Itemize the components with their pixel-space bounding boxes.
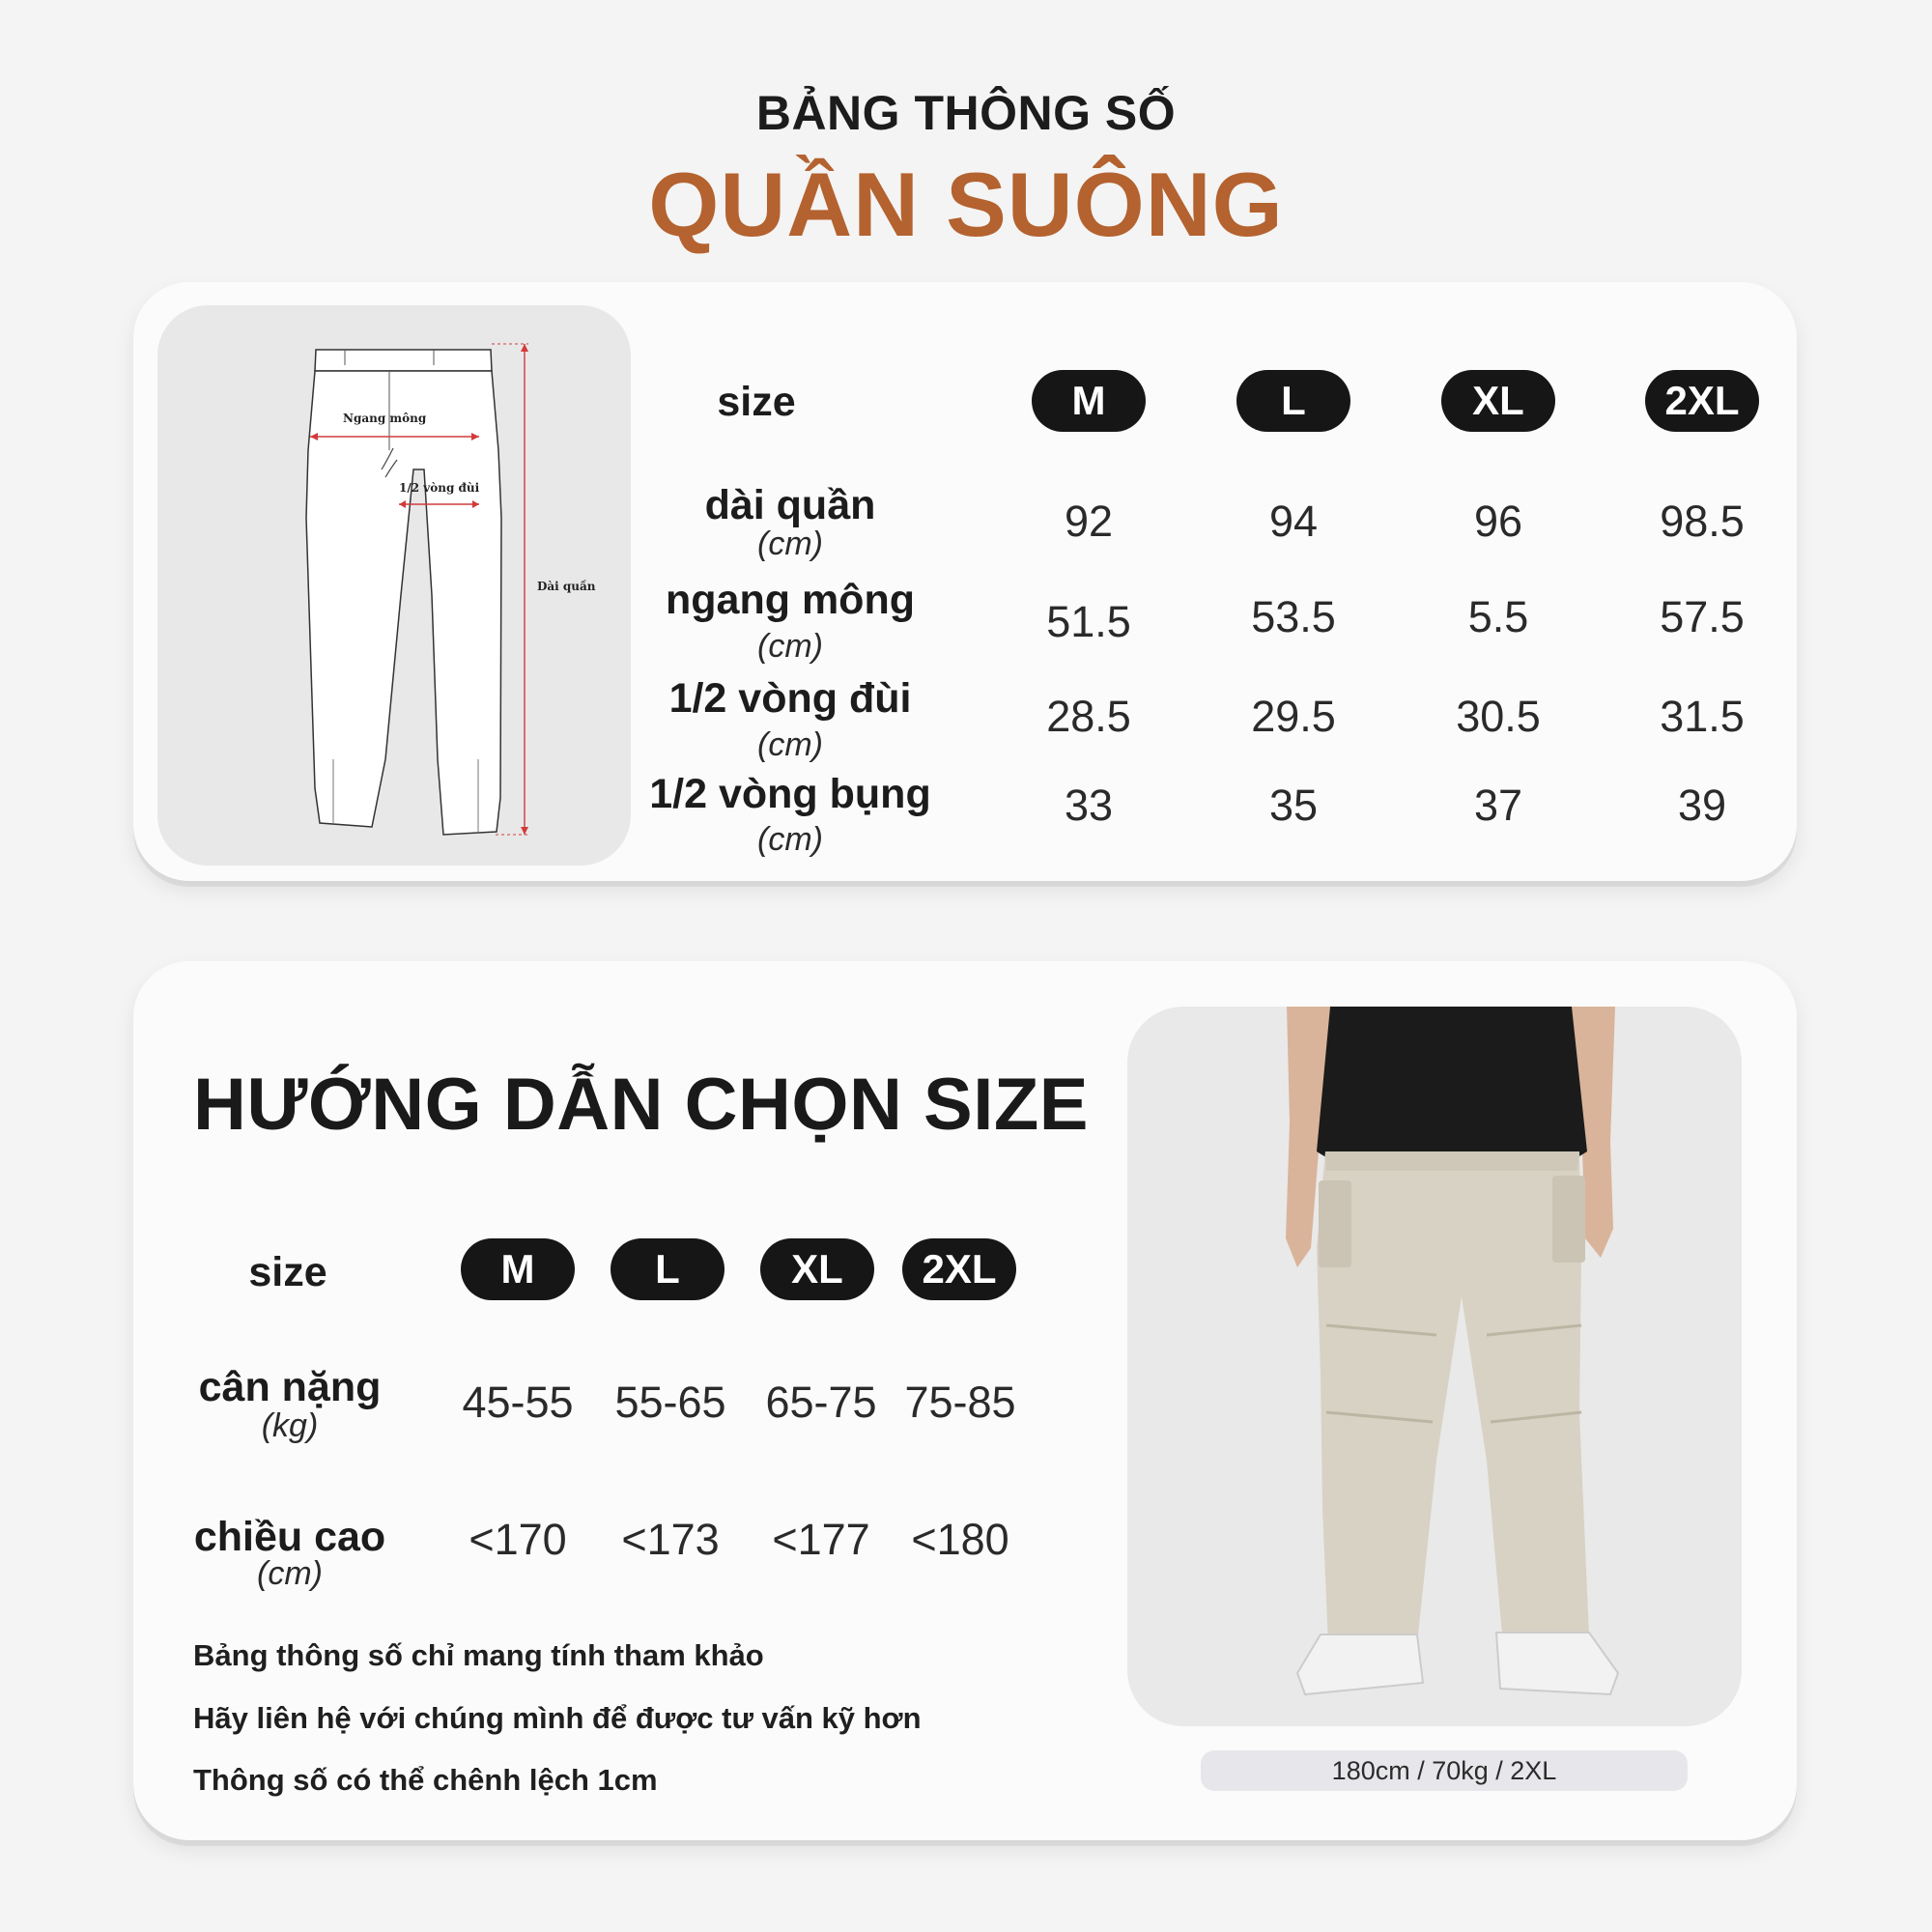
value-waist-xl: 37 <box>1473 781 1523 830</box>
value-waist-m: 33 <box>1064 781 1114 830</box>
guide-row-label-weight: cân nặng <box>198 1364 382 1410</box>
value-thigh-2xl: 31.5 <box>1660 692 1745 741</box>
guide-size-pill-xl: XL <box>760 1238 874 1300</box>
model-figure-icon <box>1127 1007 1742 1726</box>
guide-size-pill-m: M <box>461 1238 575 1300</box>
value-length-2xl: 98.5 <box>1660 497 1745 546</box>
value-thigh-l: 29.5 <box>1251 692 1336 741</box>
guide-weight-xl: 65-75 <box>765 1378 877 1427</box>
pants-diagram <box>157 305 631 866</box>
value-hip-l: 53.5 <box>1251 592 1336 641</box>
value-waist-2xl: 39 <box>1677 781 1727 830</box>
value-thigh-m: 28.5 <box>1046 692 1131 741</box>
value-length-l: 94 <box>1268 497 1319 546</box>
guide-height-xl: <177 <box>772 1515 870 1564</box>
size-pill-2xl: 2XL <box>1645 370 1759 432</box>
guide-weight-m: 45-55 <box>462 1378 574 1427</box>
value-hip-m: 51.5 <box>1046 597 1131 646</box>
value-length-xl: 96 <box>1473 497 1523 546</box>
diagram-label-thigh: 1/2 vòng đùi <box>399 481 480 495</box>
guide-height-2xl: <180 <box>911 1515 1009 1564</box>
guide-row-unit-height: (cm) <box>257 1555 323 1592</box>
row-label-length: dài quần <box>704 482 876 528</box>
guide-title: HƯỚNG DẪN CHỌN SIZE <box>193 1064 1089 1146</box>
note-deviation: Thông số có thể chênh lệch 1cm <box>193 1763 658 1797</box>
guide-weight-2xl: 75-85 <box>904 1378 1016 1427</box>
guide-size-pill-2xl: 2XL <box>902 1238 1016 1300</box>
row-label-thigh: 1/2 vòng đùi <box>668 675 912 722</box>
guide-row-unit-weight: (kg) <box>261 1407 319 1444</box>
page-title: QUẦN SUÔNG <box>648 154 1284 255</box>
guide-height-m: <170 <box>469 1515 567 1564</box>
value-hip-xl: 5.5 <box>1467 592 1529 641</box>
value-waist-l: 35 <box>1268 781 1319 830</box>
value-thigh-xl: 30.5 <box>1456 692 1541 741</box>
row-label-waist: 1/2 vòng bụng <box>649 771 931 817</box>
model-caption: 180cm / 70kg / 2XL <box>1201 1750 1688 1791</box>
size-header-label: size <box>717 379 796 425</box>
row-unit-thigh: (cm) <box>757 726 823 763</box>
value-length-m: 92 <box>1064 497 1114 546</box>
guide-row-label-height: chiều cao <box>193 1514 386 1560</box>
note-contact: Hãy liên hệ với chúng mình để được tư vấn kỹ hơn <box>193 1701 922 1735</box>
row-unit-length: (cm) <box>757 526 823 562</box>
diagram-label-hip: Ngang mông <box>343 412 427 425</box>
guide-size-header-label: size <box>248 1249 327 1295</box>
row-unit-hip: (cm) <box>757 628 823 665</box>
size-pill-m: M <box>1032 370 1146 432</box>
row-label-hip: ngang mông <box>666 577 915 623</box>
row-unit-waist: (cm) <box>757 821 823 858</box>
size-pill-l: L <box>1236 370 1350 432</box>
note-reference: Bảng thông số chỉ mang tính tham khảo <box>193 1638 764 1672</box>
guide-size-pill-l: L <box>611 1238 724 1300</box>
page-subtitle: BẢNG THÔNG SỐ <box>755 86 1177 140</box>
size-spec-card <box>133 282 1797 881</box>
size-pill-xl: XL <box>1441 370 1555 432</box>
value-hip-2xl: 57.5 <box>1660 592 1745 641</box>
guide-height-l: <173 <box>621 1515 720 1564</box>
model-photo <box>1127 1007 1742 1726</box>
guide-weight-l: 55-65 <box>614 1378 726 1427</box>
diagram-label-length: Dài quần <box>537 580 596 593</box>
